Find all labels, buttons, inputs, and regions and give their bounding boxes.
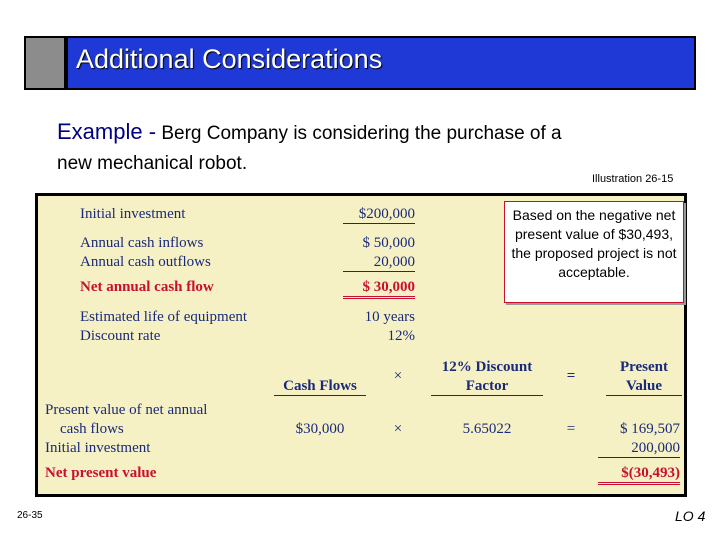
page-number: 26-35 <box>17 510 43 521</box>
net-annual-value: $ 30,000 <box>343 278 415 299</box>
header-pv-line1: Present <box>619 359 669 375</box>
header-equals-sign: = <box>566 368 576 384</box>
pv-label-line2: cash flows <box>60 421 124 437</box>
slide-title: Additional Considerations <box>76 44 383 74</box>
life-value: 10 years <box>364 309 415 325</box>
annual-inflows-label: Annual cash inflows <box>80 235 204 251</box>
title-bar <box>24 36 696 90</box>
pv-value: $ 169,507 <box>620 421 680 437</box>
header-times-sign: × <box>393 368 403 384</box>
illustration-label: Illustration 26-15 <box>592 173 674 185</box>
initial-investment-row-value: 200,000 <box>598 439 680 458</box>
title-accent-block <box>24 36 66 90</box>
header-pv-line2: Value <box>606 377 682 396</box>
header-factor-line2: Factor <box>431 377 543 396</box>
initial-investment-value: $200,000 <box>343 205 415 224</box>
npv-value: $(30,493) <box>598 464 680 485</box>
initial-investment-label: Initial investment <box>80 206 186 222</box>
header-cash-flows: Cash Flows <box>274 377 366 396</box>
learning-objective: LO 4 <box>675 508 706 524</box>
annual-outflows-label: Annual cash outflows <box>80 254 211 270</box>
net-annual-label: Net annual cash flow <box>80 279 214 295</box>
life-label: Estimated life of equipment <box>80 309 248 325</box>
example-label: Example - <box>57 119 157 144</box>
example-text <box>57 117 657 179</box>
annual-inflows-value: $ 50,000 <box>362 235 415 251</box>
pv-equals-sign: = <box>566 421 576 437</box>
header-factor-line1: 12% Discount <box>441 359 533 375</box>
example-line2: new mechanical robot. <box>57 153 248 174</box>
pv-times-sign: × <box>393 421 403 437</box>
pv-factor: 5.65022 <box>462 421 512 437</box>
annual-outflows-value: 20,000 <box>343 253 415 272</box>
pv-cash-flow: $30,000 <box>295 421 345 437</box>
discount-rate-label: Discount rate <box>80 328 161 344</box>
npv-label: Net present value <box>45 465 157 481</box>
initial-investment-row-label: Initial investment <box>45 440 151 456</box>
example-line1: Berg Company is considering the purchase of a <box>161 123 562 144</box>
discount-rate-value: 12% <box>387 328 415 344</box>
callout-box: Based on the negative net present value of $30,493, the proposed project is not acceptable. <box>504 201 684 303</box>
pv-label-line1: Present value of net annual <box>45 402 208 418</box>
